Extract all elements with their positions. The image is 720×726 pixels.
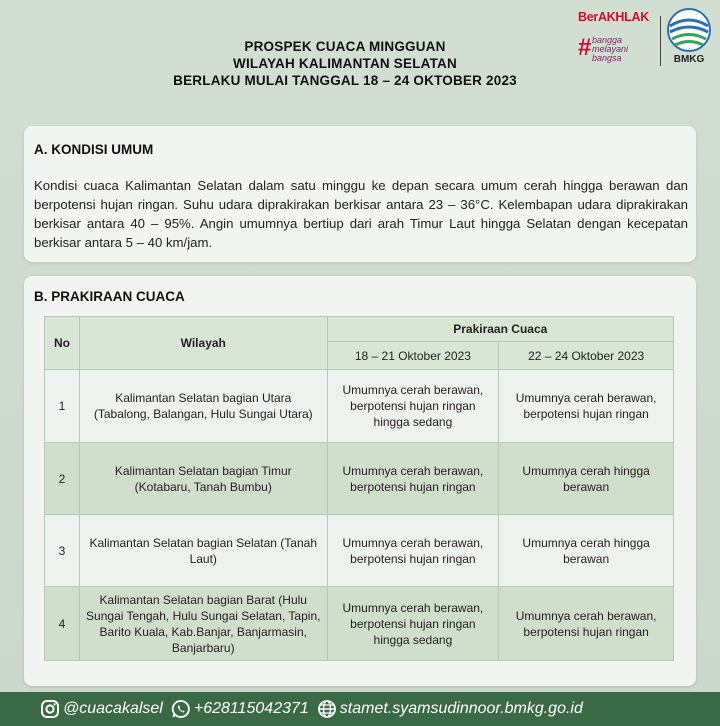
logos	[574, 6, 714, 70]
table-row	[45, 587, 674, 661]
row-no: 2	[45, 443, 80, 515]
row-no: 1	[45, 370, 80, 443]
header-wilayah: Wilayah	[79, 317, 327, 370]
section-a-title: A. KONDISI UMUM	[34, 142, 154, 157]
website-link[interactable]	[317, 699, 583, 719]
row-wilayah: Kalimantan Selatan bagian Timur (Kotabaru, Tanah Bumbu)	[79, 443, 327, 515]
whatsapp-number: +628115042371	[193, 700, 309, 717]
bmkg-label: BMKG	[673, 54, 705, 65]
instagram-icon	[40, 699, 60, 719]
row-period-2: Umumnya cerah berawan, berpotensi hujan ringan	[499, 587, 674, 661]
row-period-2: Umumnya cerah hingga berawan	[499, 443, 674, 515]
instagram-handle: @cuacakalsel	[63, 700, 163, 717]
footer-bar	[0, 692, 720, 726]
table-row	[45, 443, 674, 515]
header-prakiraan: Prakiraan Cuaca	[327, 317, 673, 342]
row-no: 3	[45, 515, 80, 587]
whatsapp-icon	[171, 699, 191, 719]
bmkg-emblem-icon	[666, 6, 712, 54]
table-row	[45, 515, 674, 587]
title-line-3: BERLAKU MULAI TANGGAL 18 – 24 OKTOBER 2023	[173, 73, 517, 88]
row-wilayah: Kalimantan Selatan bagian Selatan (Tanah Laut)	[79, 515, 327, 587]
berakhlak-tag: bangga melayani bangsa	[592, 35, 629, 63]
page-title	[130, 38, 560, 89]
row-period-1: Umumnya cerah berawan, berpotensi hujan ringan	[327, 515, 499, 587]
row-period-2: Umumnya cerah hingga berawan	[499, 515, 674, 587]
row-period-1: Umumnya cerah berawan, berpotensi hujan ringan hingga sedang	[327, 587, 499, 661]
row-period-2: Umumnya cerah berawan, berpotensi hujan ringan	[499, 370, 674, 443]
title-line-2: WILAYAH KALIMANTAN SELATAN	[233, 56, 457, 71]
section-b-title: B. PRAKIRAAN CUACA	[34, 289, 185, 304]
berakhlak-logo	[578, 10, 658, 70]
row-wilayah: Kalimantan Selatan bagian Utara (Tabalong, Balangan, Hulu Sungai Utara)	[79, 370, 327, 443]
website-url: stamet.syamsudinnoor.bmkg.go.id	[339, 700, 583, 717]
globe-icon	[317, 699, 337, 719]
section-prakiraan-cuaca	[24, 276, 696, 686]
berakhlak-subtext	[578, 25, 652, 29]
header-period-1: 18 – 21 Oktober 2023	[327, 342, 499, 370]
row-no: 4	[45, 587, 80, 661]
row-period-1: Umumnya cerah berawan, berpotensi hujan ringan	[327, 443, 499, 515]
footer-contacts	[40, 698, 591, 720]
logo-divider	[660, 16, 661, 66]
header-no: No	[45, 317, 80, 370]
berakhlak-brand: BerAKHLAK	[578, 10, 649, 24]
row-period-1: Umumnya cerah berawan, berpotensi hujan ringan hingga sedang	[327, 370, 499, 443]
hashtag-icon: #	[578, 34, 592, 61]
bmkg-logo	[666, 6, 712, 70]
row-wilayah: Kalimantan Selatan bagian Barat (Hulu Sungai Tengah, Hulu Sungai Selatan, Tapin, Barito Kuala, Kab.Banjar, Banjarmasin, Banjarbaru)	[79, 587, 327, 661]
table-row	[45, 370, 674, 443]
forecast-table	[44, 316, 674, 661]
title-line-1: PROSPEK CUACA MINGGUAN	[244, 39, 446, 54]
instagram-link[interactable]	[40, 699, 163, 719]
header-period-2: 22 – 24 Oktober 2023	[499, 342, 674, 370]
whatsapp-link[interactable]	[171, 699, 309, 719]
section-a-body: Kondisi cuaca Kalimantan Selatan dalam satu minggu ke depan secara umum cerah hingga berawan dan berpotensi hujan ringan. Suhu udara diprakirakan berkisar antara 23 – 36°C. Kelembapan udara diprakirakan berkisar antara 40 – 95%. Angin umumnya bertiup dari arah Timur Laut hingga Selatan dengan kecepatan berkisar antara 5 – 40 km/jam.	[34, 178, 688, 250]
section-kondisi-umum	[24, 126, 696, 262]
